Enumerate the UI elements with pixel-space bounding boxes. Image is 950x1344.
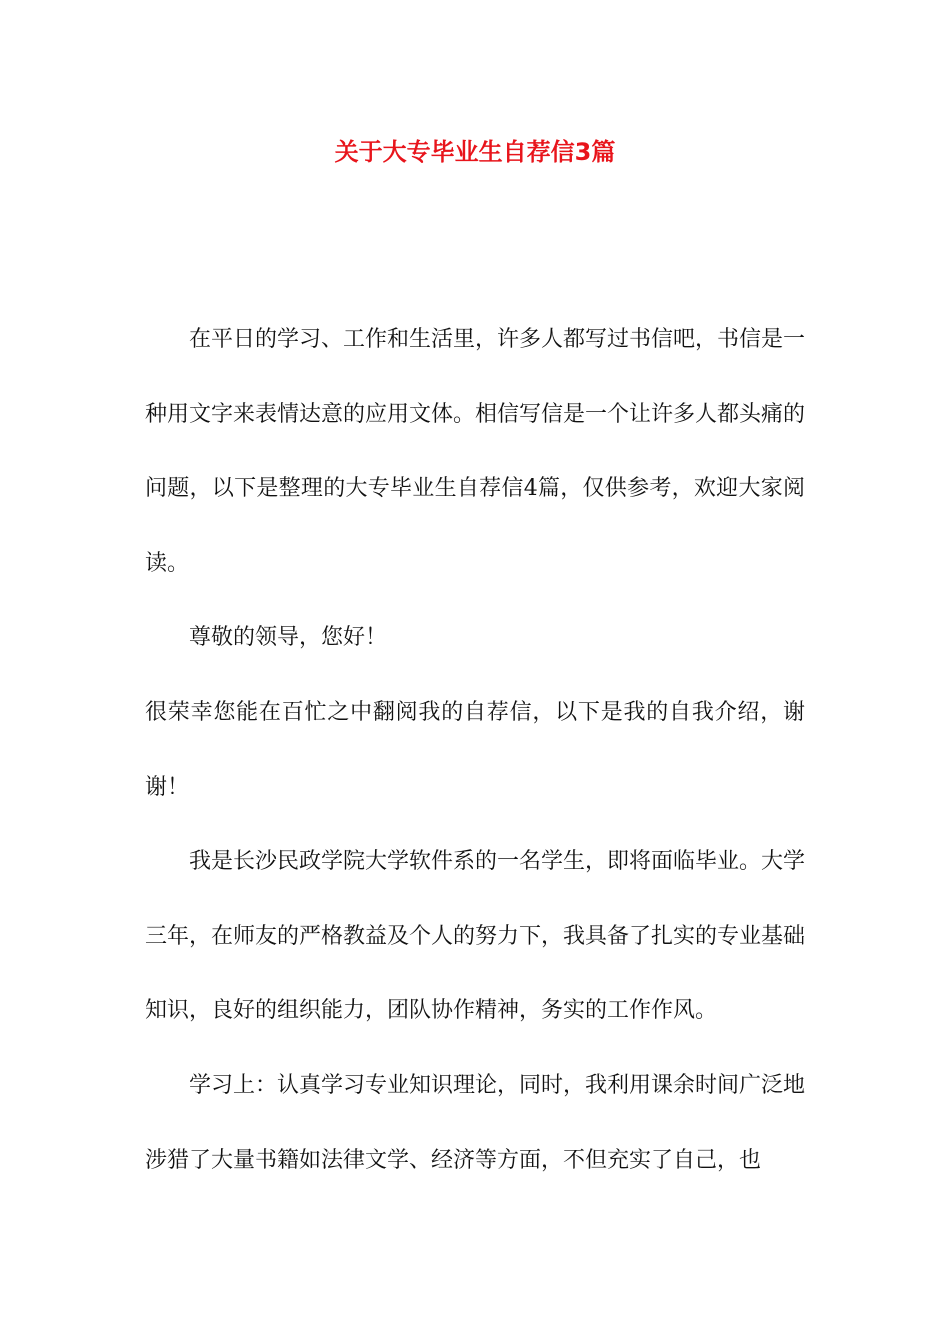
- document-title: 关于大专毕业生自荐信3篇: [334, 138, 616, 166]
- paragraph-salutation: 尊敬的领导，您好！: [189, 625, 388, 650]
- paragraph-intro: 在平日的学习、工作和生活里，许多人都写过书信吧，书信是一种用文字来表情达意的应用文体。相信写信是一个让许多人都头痛的问题，以下是整理的大专毕业生自荐信4篇，仅供参考，欢迎大家阅读。: [145, 327, 806, 576]
- paragraph-study: 学习上：认真学习专业知识理论，同时，我利用课余时间广泛地涉猎了大量书籍如法律文学、经济等方面，不但充实了自己，也: [145, 1073, 806, 1173]
- paragraph-self-introduction: 我是长沙民政学院大学软件系的一名学生，即将面临毕业。大学三年，在师友的严格教益及个人的努力下，我具备了扎实的专业基础知识，良好的组织能力，团队协作精神，务实的工作作风。: [145, 849, 806, 1023]
- paragraph-greeting: 很荣幸您能在百忙之中翻阅我的自荐信，以下是我的自我介绍，谢谢！: [145, 700, 805, 800]
